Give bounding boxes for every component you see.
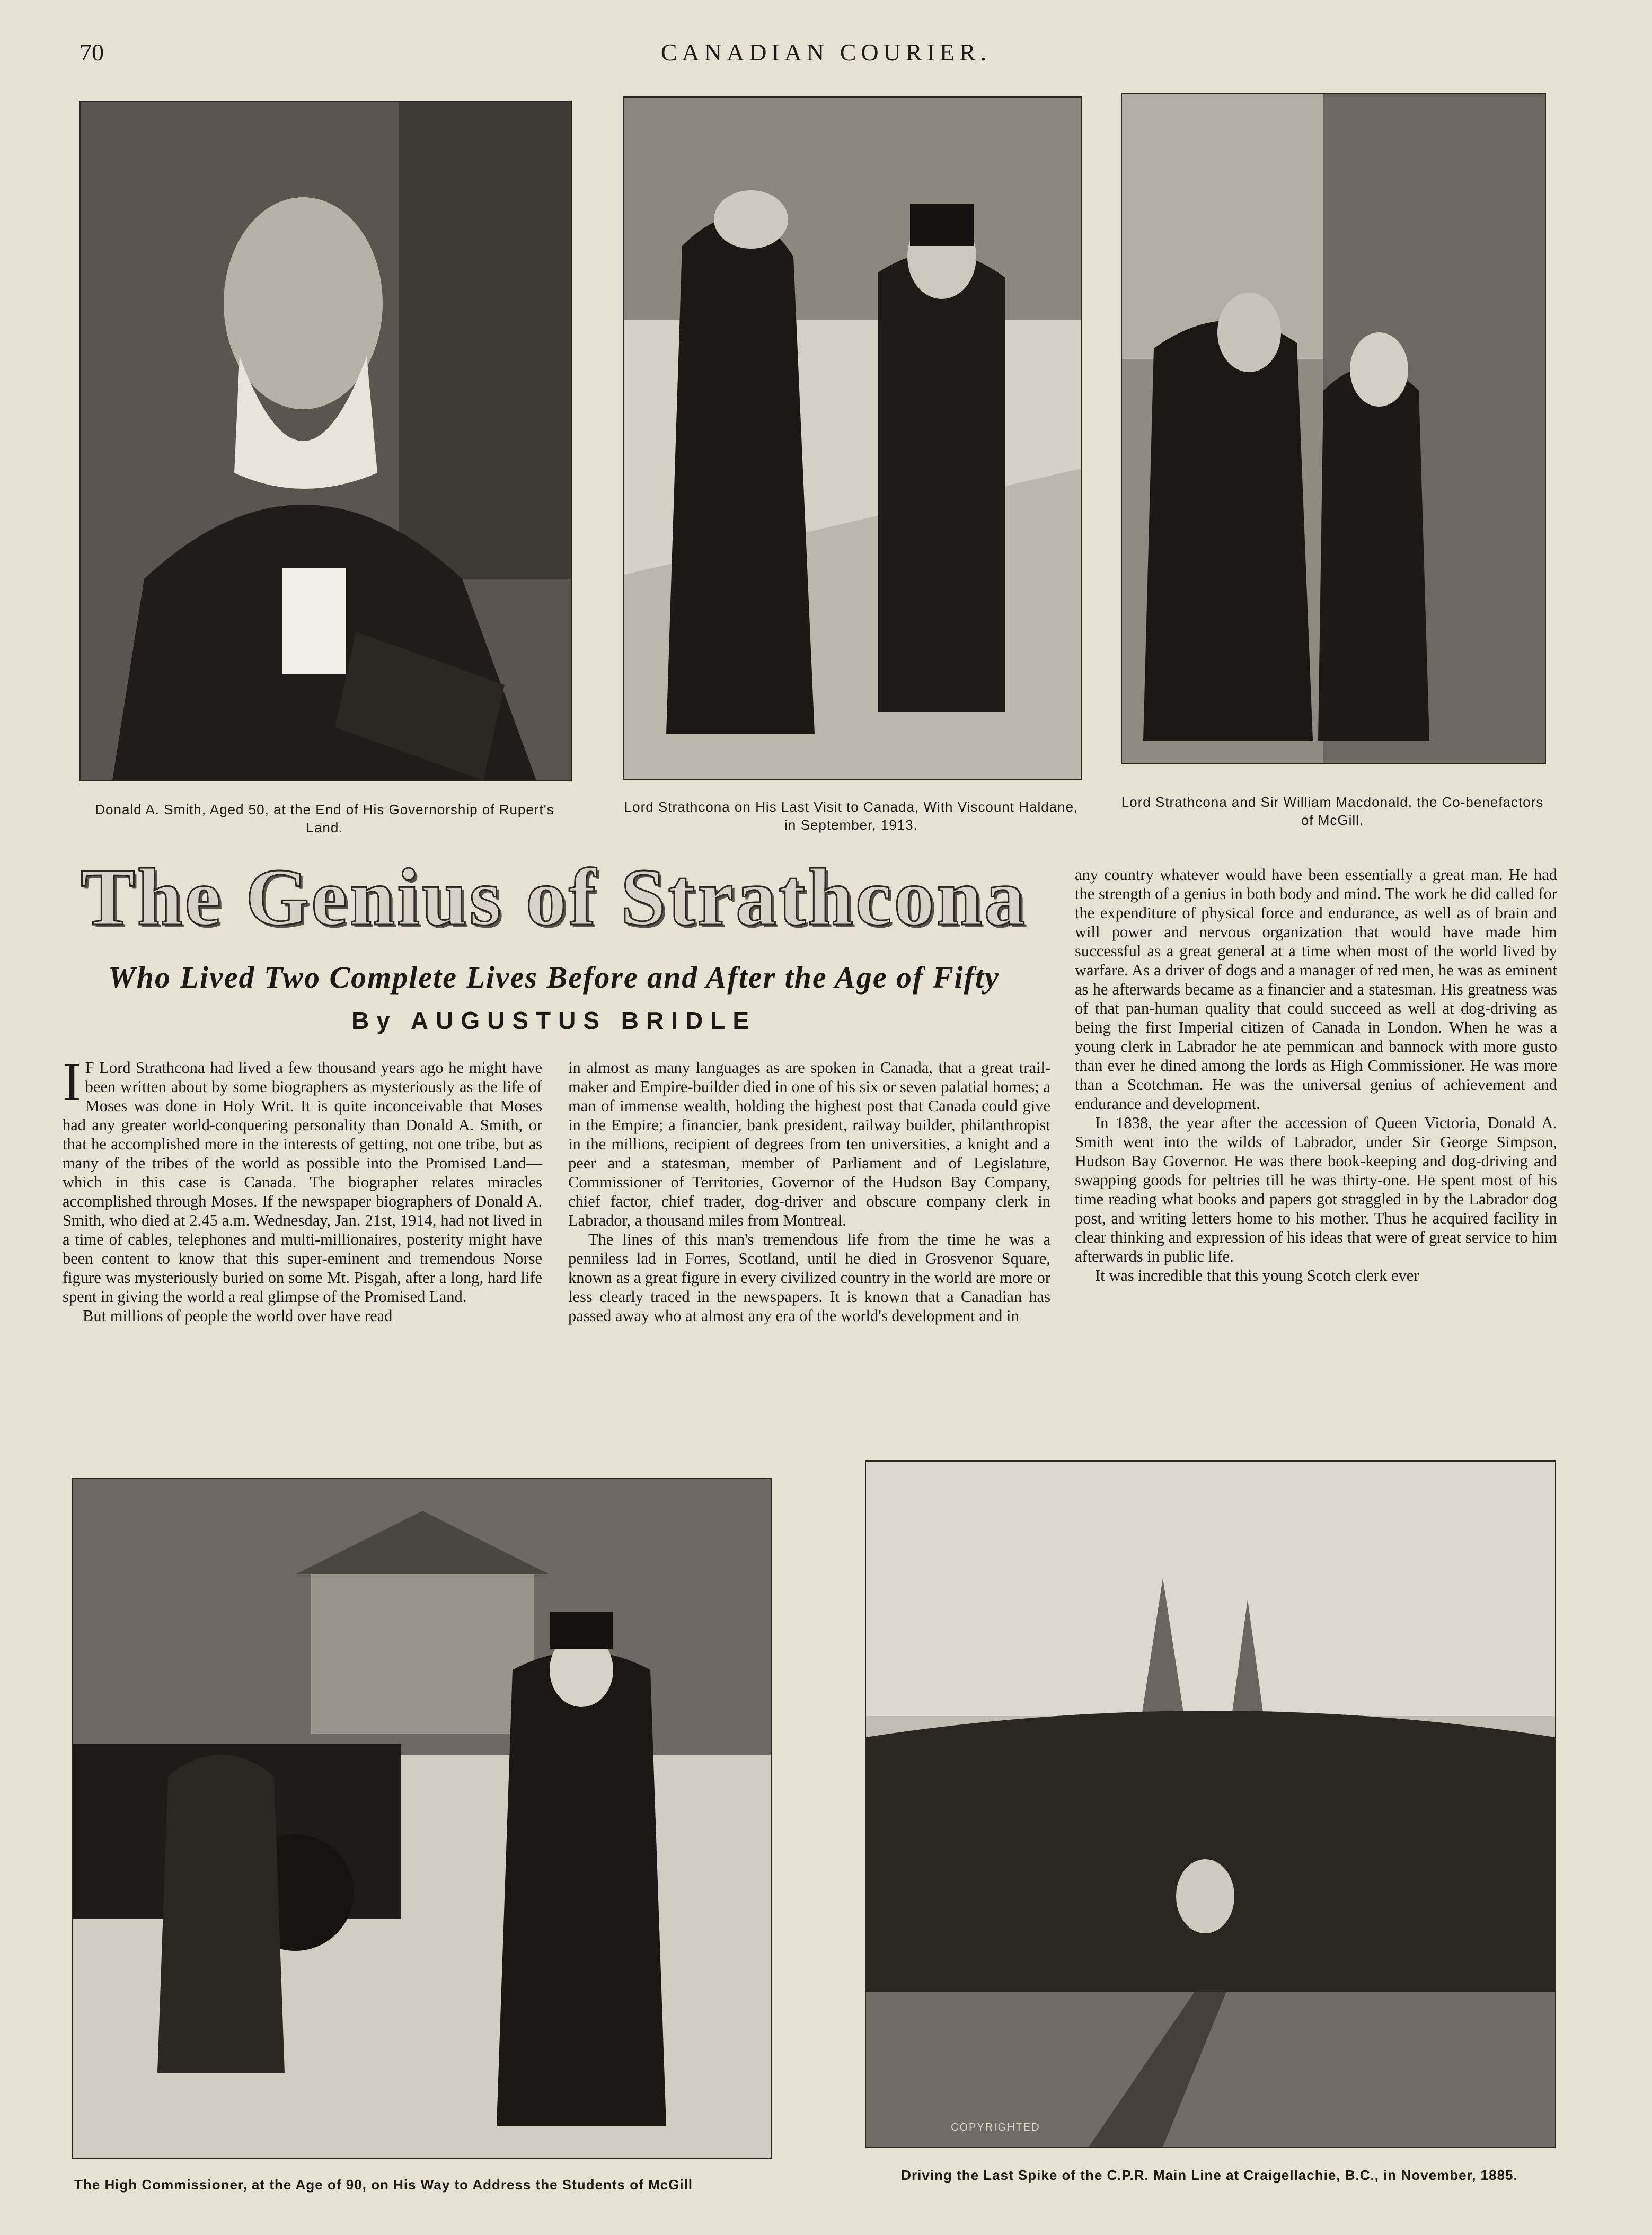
page-number: 70 — [79, 39, 104, 66]
portrait-illustration — [81, 102, 571, 780]
photo-last-visit-canada — [623, 96, 1082, 780]
drop-cap: I — [63, 1051, 81, 1112]
last-visit-illustration — [624, 98, 1081, 779]
article-subtitle: Who Lived Two Complete Lives Before and After the Age of Fifty — [108, 960, 1000, 995]
caption-bottom-left: The High Commissioner, at the Age of 90, on His Way to Address the Students of McGill — [74, 2177, 693, 2193]
caption-top-left: Donald A. Smith, Aged 50, at the End of His Governorship of Rupert's Land. — [95, 802, 554, 835]
co-benefactors-illustration — [1122, 94, 1545, 763]
article-title: The Genius of Strathcona — [81, 852, 1027, 943]
article-column-3 — [1075, 865, 1557, 1285]
caption-top-right: Lord Strathcona and Sir William Macdonald, the Co-benefactors of McGill. — [1121, 794, 1544, 828]
caption-top-middle: Lord Strathcona on His Last Visit to Canada, With Viscount Haldane, in September, 1913. — [624, 799, 1079, 833]
photo-strathcona-macdonald — [1121, 93, 1546, 764]
last-spike-illustration — [866, 1462, 1555, 2147]
paragraph: any country whatever would have been essentially a great man. He had the strength of a genius in both body and mind. The work he did called for the expenditure of physical force and endurance, as well as of brain and will power and nervous organization that would have made him successful as a great general at a time when most of the world lived by warfare. As a driver of dogs and a manager of red men, he was as eminent as he afterwards became as a financier and a statesman. His greatness was of that pan-human quality that could succeed as well at dog-driving as being the first Imperial citizen of Canada in London. When he was a young clerk in Labrador he ate pemmican and bannock with more gusto than ever he dined among the lords as High Commissioner. He was more than a Scotchman. He was the universal genius of achievement and endurance and development. — [1075, 866, 1557, 1113]
paragraph: It was incredible that this young Scotch clerk ever — [1095, 1266, 1419, 1284]
photo-high-commissioner — [72, 1478, 772, 2159]
high-commissioner-illustration — [73, 1479, 771, 2158]
article-column-1 — [63, 1051, 542, 1325]
paragraph: The lines of this man's tremendous life from the time he was a penniless lad in Forres, Scotland, until he died in Grosvenor Square, known as a great figure in every civilized country in the world are more or less clearly traced in the newspapers. It is known that a Canadian has passed away who at almost any era of the world's development and in — [568, 1230, 1050, 1325]
paragraph: But millions of people the world over have read — [83, 1307, 393, 1325]
paragraph: in almost as many languages as are spoken in Canada, that a great trail-maker and Empire-builder died in one of his six or seven palatial homes; a man of immense wealth, holding the highest post that Canada could give in the Empire; a financier, bank president, railway builder, philanthropist in the millions, recipient of degrees from ten universities, a knight and a peer and a statesman, member of Parliament and of Legislature, Commissioner of Territories, Governor of the Hudson Bay Company, chief factor, chief trader, dog-driver and obscure company clerk in Labrador, a thousand miles from Montreal. — [568, 1059, 1050, 1229]
photo-donald-smith-portrait — [79, 101, 572, 781]
paragraph: In 1838, the year after the accession of Queen Victoria, Donald A. Smith went into the wilds of Labrador, under Sir George Simpson, Hudson Bay Governor. He was there book-keeping and dog-driving and swapping goods for peltries till he was thirty-one. He spent most of his time reading what books and papers got straggled in by the Labrador dog post, and writing letters home to his mother. Thus he acquired facility in clear thinking and expression of his ideas that were of great service to him afterwards in public life. — [1075, 1114, 1557, 1265]
photo-last-spike — [865, 1460, 1556, 2148]
publication-header: CANADIAN COURIER. — [660, 39, 992, 66]
caption-bottom-right: Driving the Last Spike of the C.P.R. Main Line at Craigellachie, B.C., in November, 1885. — [901, 2167, 1518, 2183]
article-column-2 — [568, 1058, 1050, 1325]
copyright-stamp: COPYRIGHTED — [951, 2122, 1040, 2133]
article-byline: By AUGUSTUS BRIDLE — [351, 1007, 756, 1034]
paragraph: I F Lord Strathcona had lived a few thousand years ago he might have been written about by some biographers as mysteriously as the life of Moses was done in Holy Writ. It is quite inconceivable that Moses had any greater world-conquering personality than Donald A. Smith, or that he accomplished more in the interests of getting, not one tribe, but as many of the tribes of the world as possible into the Promised Land—which in this case is Canada. The biographer relates miracles accomplished through Moses. If the newspaper biographers of Donald A. Smith, who died at 2.45 a.m. Wednesday, Jan. 21st, 1914, had not lived in a time of cables, telephones and multi-millionaires, posterity might have been content to know that this super-eminent and tremendous Norse figure was mysteriously buried on some Mt. Pisgah, after a long, hard life spent in giving the world a real glimpse of the Promised Land. — [63, 1051, 542, 1306]
